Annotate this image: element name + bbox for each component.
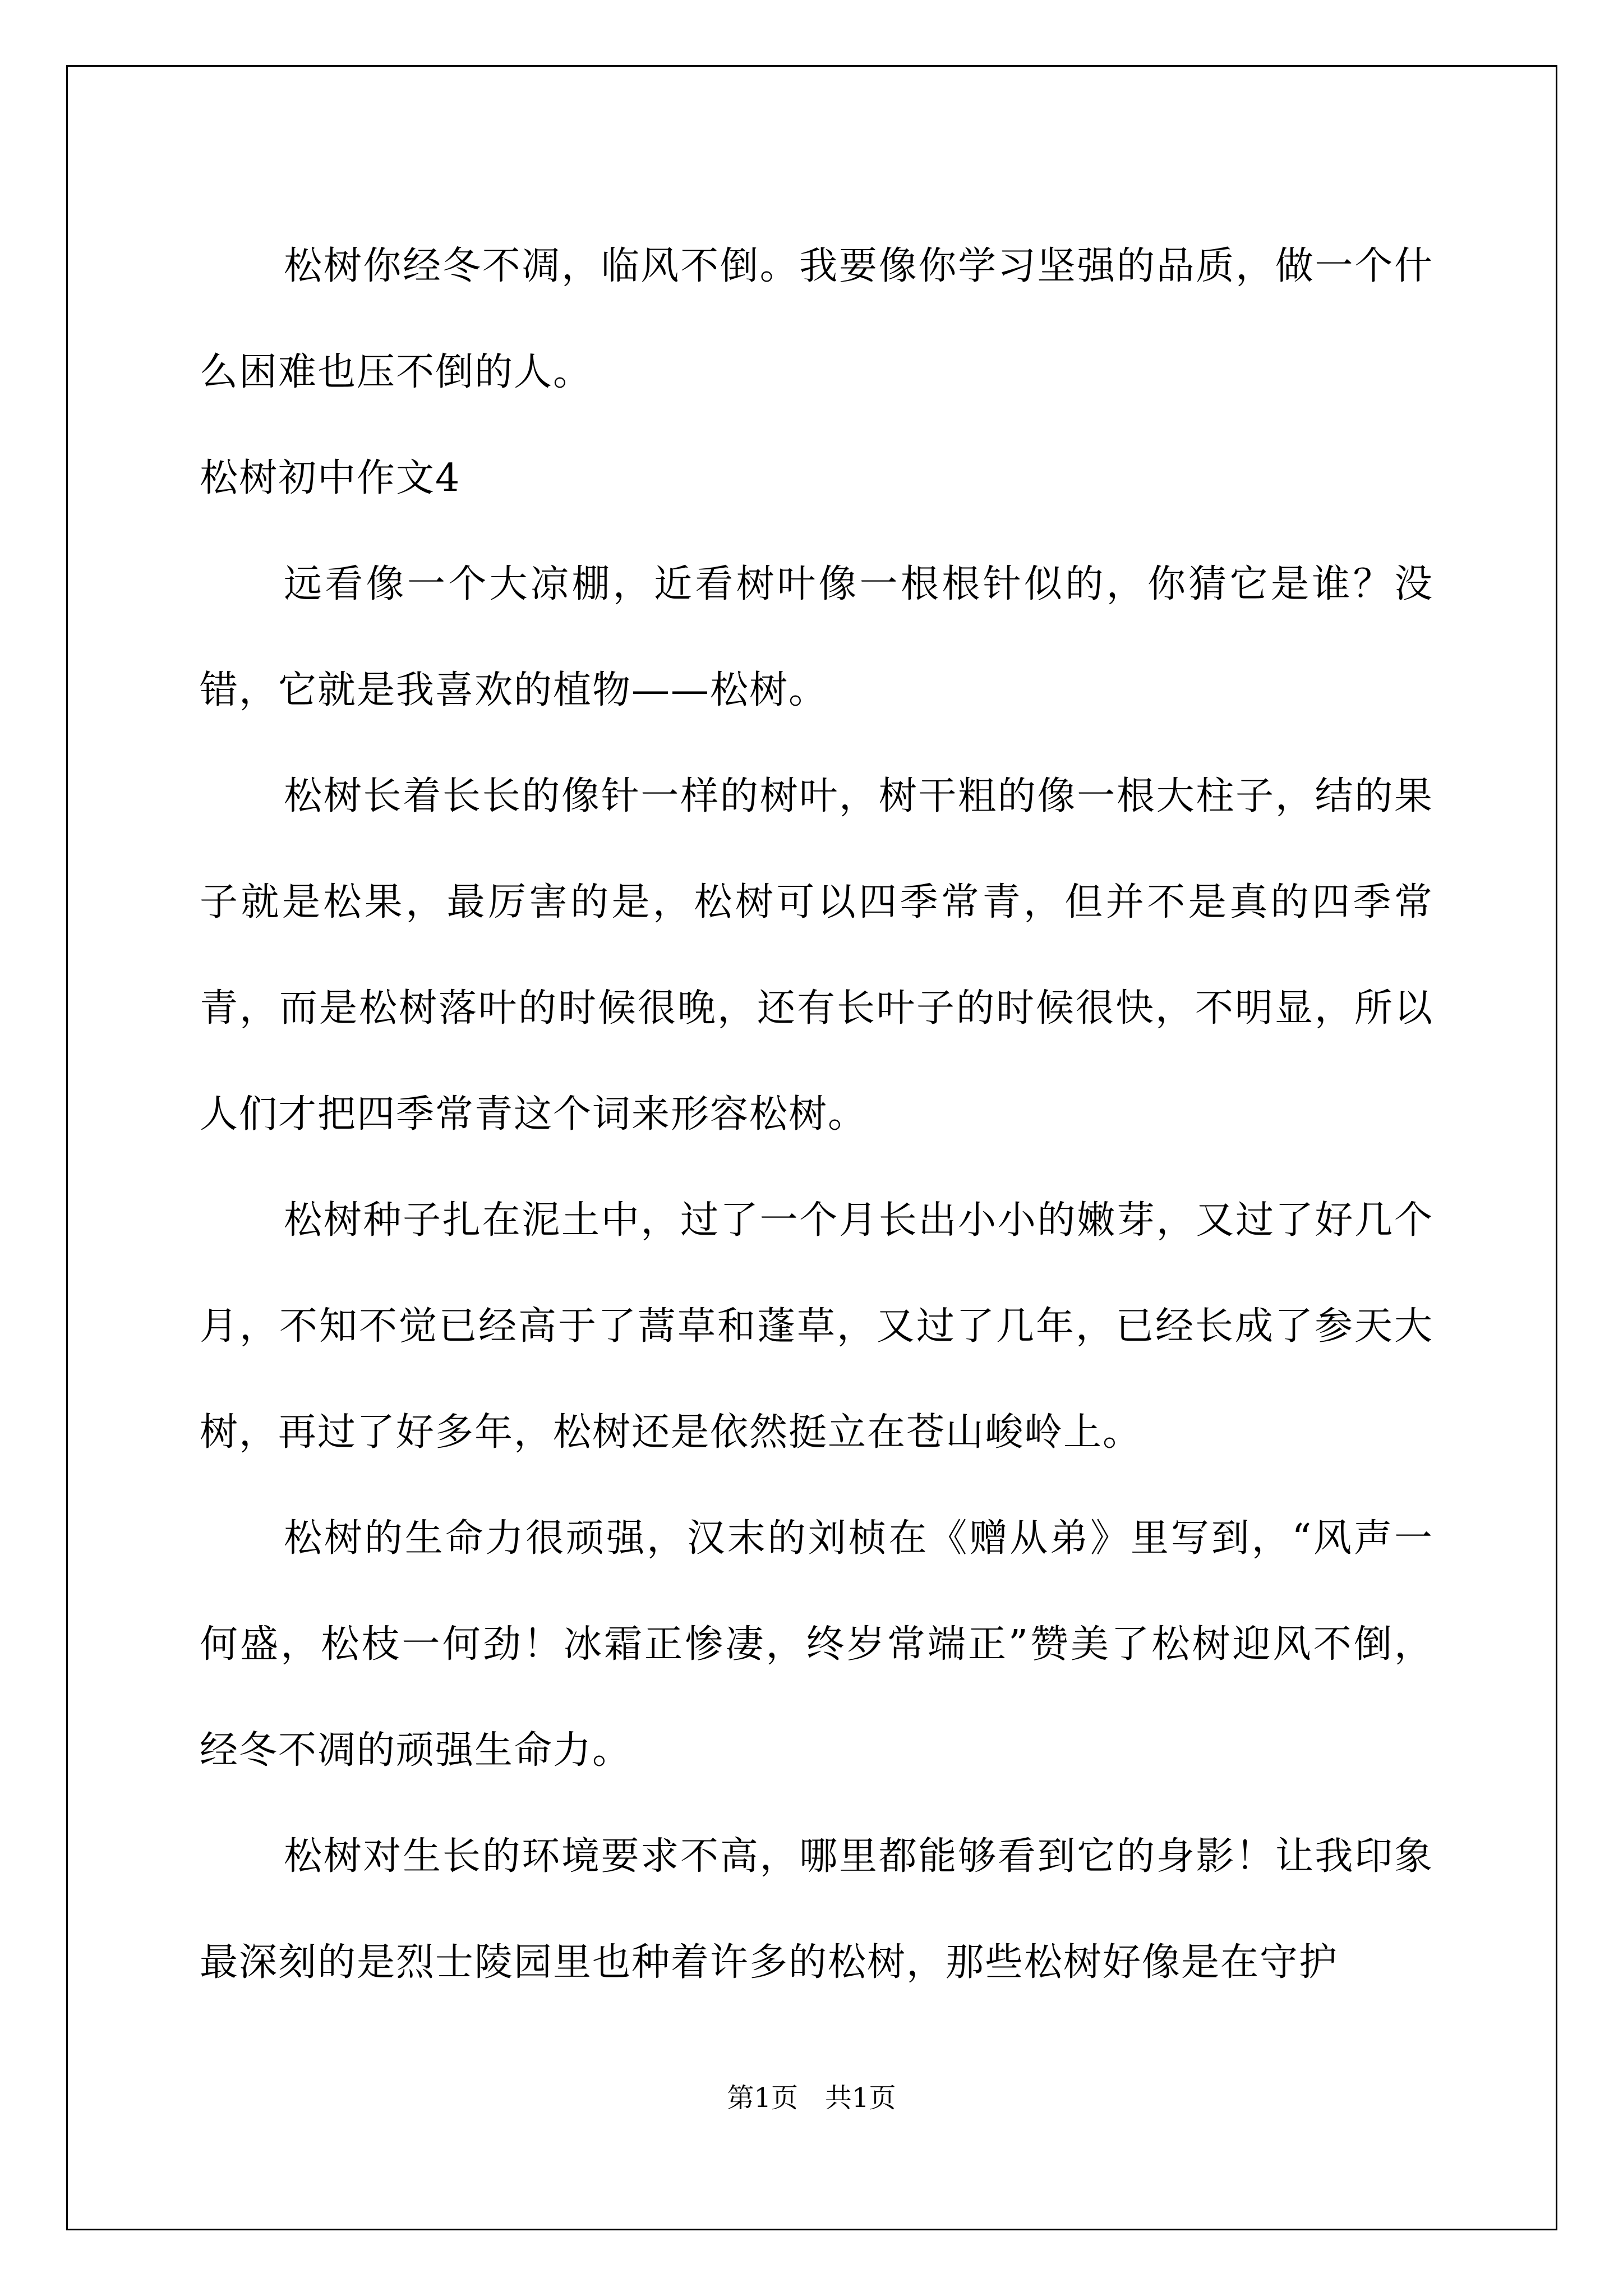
essay-heading: 松树初中作文4 (200, 456, 461, 500)
page-footer: 第1页 共1页 (727, 2082, 896, 2114)
paragraph-intro: 松树你经冬不凋，临风不倒。我要像你学习坚强的品质，做一个什么困难也压不倒的人。 (200, 244, 1433, 394)
document-body (200, 213, 1433, 2016)
paragraph-5: 松树对生长的环境要求不高，哪里都能够看到它的身影！让我印象最深刻的是烈士陵园里也种着许多的松树，那些松树好像是在守护 (200, 1834, 1433, 1985)
paragraph-4: 松树的生命力很顽强，汉末的刘桢在《赠从弟》里写到，“风声一何盛，松枝一何劲！冰霜正惨凄，终岁常端正”赞美了松树迎风不倒，经冬不凋的顽强生命力。 (200, 1516, 1433, 1773)
paragraph-3: 松树种子扎在泥土中，过了一个月长出小小的嫩芽，又过了好几个月，不知不觉已经高于了蒿草和蓬草，又过了几年，已经长成了参天大树，再过了好多年，松树还是依然挺立在苍山峻岭上。 (200, 1198, 1433, 1455)
paragraph-1: 远看像一个大凉棚，近看树叶像一根根针似的，你猜它是谁？没错，它就是我喜欢的植物——松树。 (200, 562, 1433, 712)
paragraph-2: 松树长着长长的像针一样的树叶，树干粗的像一根大柱子，结的果子就是松果，最厉害的是，松树可以四季常青，但并不是真的四季常青，而是松树落叶的时候很晚，还有长叶子的时候很快，不明显，所以人们才把四季常青这个词来形容松树。 (200, 774, 1433, 1137)
